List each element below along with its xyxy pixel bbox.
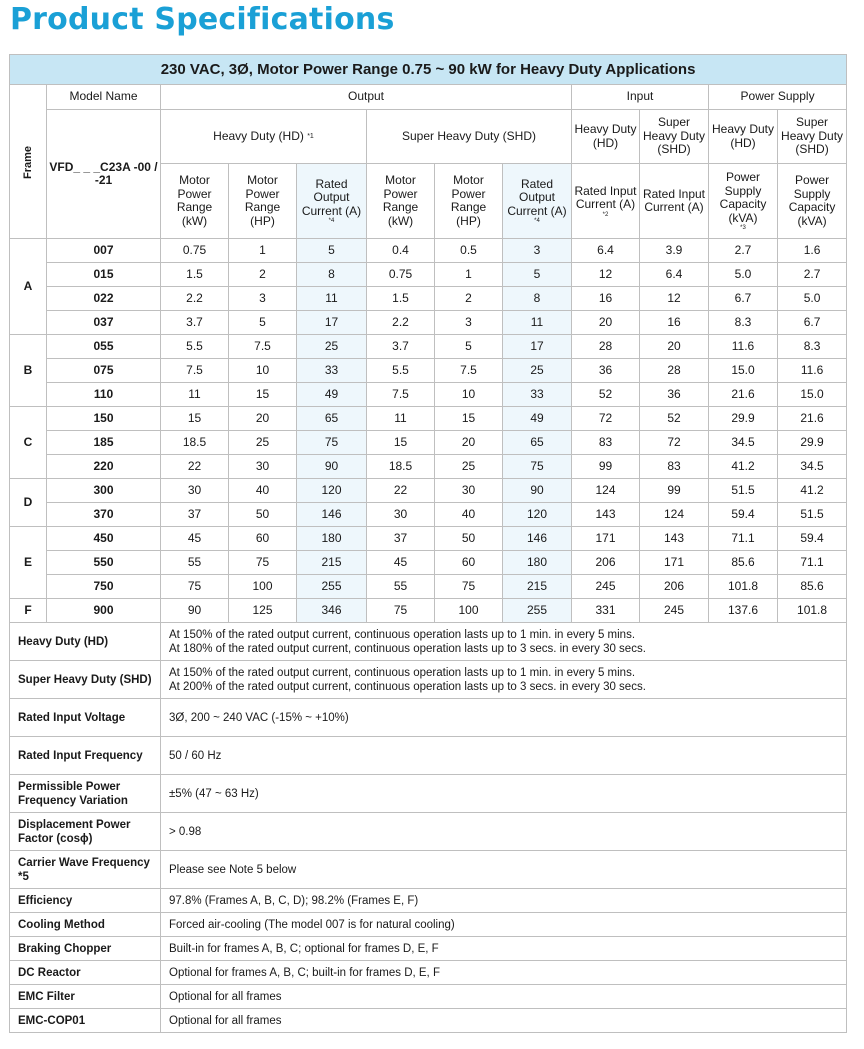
cell-in-shd: 3.9	[640, 239, 709, 263]
model-cell: 550	[47, 551, 161, 575]
cell-hd-kw: 90	[161, 599, 229, 623]
spec-row	[10, 775, 847, 813]
cell-in-hd: 20	[572, 311, 640, 335]
cell-shd-a: 180	[503, 551, 572, 575]
cell-hd-kw: 2.2	[161, 287, 229, 311]
cell-ps-hd: 59.4	[709, 503, 778, 527]
cell-hd-hp: 60	[229, 527, 297, 551]
cell-ps-shd: 51.5	[778, 503, 847, 527]
cell-shd-kw: 11	[367, 407, 435, 431]
cell-in-shd: 171	[640, 551, 709, 575]
table-row	[10, 431, 847, 455]
cell-ps-shd: 71.1	[778, 551, 847, 575]
spec-row	[10, 913, 847, 937]
cell-shd-hp: 50	[435, 527, 503, 551]
page-title: Product Specifications	[10, 2, 395, 37]
model-cell: 075	[47, 359, 161, 383]
cell-shd-a: 75	[503, 455, 572, 479]
cell-in-shd: 99	[640, 479, 709, 503]
cell-hd-kw: 5.5	[161, 335, 229, 359]
model-cell: 015	[47, 263, 161, 287]
cell-shd-hp: 75	[435, 575, 503, 599]
cell-shd-hp: 5	[435, 335, 503, 359]
cell-shd-hp: 15	[435, 407, 503, 431]
model-cell: 037	[47, 311, 161, 335]
cell-hd-kw: 18.5	[161, 431, 229, 455]
cell-ps-hd: 15.0	[709, 359, 778, 383]
cell-in-hd: 143	[572, 503, 640, 527]
model-cell: 750	[47, 575, 161, 599]
table-banner: 230 VAC, 3Ø, Motor Power Range 0.75 ~ 90 kW for Heavy Duty Applications	[10, 55, 847, 85]
cell-ps-hd: 6.7	[709, 287, 778, 311]
cell-hd-a: 255	[297, 575, 367, 599]
cell-shd-hp: 20	[435, 431, 503, 455]
spec-value-line: 50 / 60 Hz	[169, 749, 222, 762]
hd-footnote: *1	[307, 132, 314, 140]
cell-shd-hp: 2	[435, 287, 503, 311]
ps-hd-header: Heavy Duty (HD)	[709, 110, 778, 164]
cell-shd-hp: 0.5	[435, 239, 503, 263]
cell-shd-kw: 55	[367, 575, 435, 599]
cell-hd-hp: 3	[229, 287, 297, 311]
col-shd-rated-output: Rated Output Current (A) *4	[503, 164, 572, 239]
spec-value	[161, 623, 847, 661]
cell-in-hd: 331	[572, 599, 640, 623]
cell-ps-shd: 15.0	[778, 383, 847, 407]
cell-shd-hp: 30	[435, 479, 503, 503]
table-row	[10, 551, 847, 575]
cell-ps-hd: 2.7	[709, 239, 778, 263]
cell-hd-kw: 37	[161, 503, 229, 527]
cell-in-hd: 171	[572, 527, 640, 551]
note-2: *2	[602, 211, 609, 218]
table-row	[10, 383, 847, 407]
spec-label: Permissible Power Frequency Variation	[10, 775, 161, 813]
spec-row	[10, 985, 847, 1009]
cell-hd-hp: 25	[229, 431, 297, 455]
spec-label: Braking Chopper	[10, 937, 161, 961]
frame-cell: D	[10, 479, 47, 527]
col-ps-hd: Power Supply Capacity (kVA) *3	[709, 164, 778, 239]
cell-hd-a: 180	[297, 527, 367, 551]
spec-value-line: Please see Note 5 below	[169, 863, 297, 876]
cell-hd-kw: 1.5	[161, 263, 229, 287]
cell-shd-hp: 40	[435, 503, 503, 527]
cell-hd-hp: 10	[229, 359, 297, 383]
frame-cell: F	[10, 599, 47, 623]
cell-shd-kw: 3.7	[367, 335, 435, 359]
spec-row	[10, 889, 847, 913]
spec-value-line: Built-in for frames A, B, C; optional for frames D, E, F	[169, 942, 439, 955]
cell-in-shd: 20	[640, 335, 709, 359]
cell-hd-kw: 30	[161, 479, 229, 503]
cell-hd-a: 5	[297, 239, 367, 263]
spec-value	[161, 889, 847, 913]
cell-in-shd: 6.4	[640, 263, 709, 287]
cell-shd-hp: 7.5	[435, 359, 503, 383]
cell-shd-hp: 25	[435, 455, 503, 479]
cell-ps-shd: 29.9	[778, 431, 847, 455]
cell-shd-kw: 7.5	[367, 383, 435, 407]
cell-hd-a: 8	[297, 263, 367, 287]
cell-in-shd: 124	[640, 503, 709, 527]
cell-in-hd: 99	[572, 455, 640, 479]
cell-ps-hd: 101.8	[709, 575, 778, 599]
cell-ps-hd: 71.1	[709, 527, 778, 551]
cell-hd-kw: 22	[161, 455, 229, 479]
cell-shd-kw: 30	[367, 503, 435, 527]
cell-shd-kw: 15	[367, 431, 435, 455]
table-row	[10, 455, 847, 479]
cell-in-hd: 52	[572, 383, 640, 407]
col-ps-shd: Power Supply Capacity (kVA)	[778, 164, 847, 239]
frame-header: Frame	[10, 85, 47, 239]
table-row	[10, 407, 847, 431]
table-row	[10, 335, 847, 359]
cell-shd-a: 17	[503, 335, 572, 359]
col-shd-motor-kw: Motor Power Range (kW)	[367, 164, 435, 239]
cell-hd-a: 65	[297, 407, 367, 431]
col-hd-motor-kw: Motor Power Range (kW)	[161, 164, 229, 239]
spec-value-line: At 180% of the rated output current, continuous operation lasts up to 3 secs. in every 30 secs.	[169, 642, 646, 655]
input-shd-header: Super Heavy Duty (SHD)	[640, 110, 709, 164]
cell-shd-a: 49	[503, 407, 572, 431]
cell-shd-kw: 5.5	[367, 359, 435, 383]
cell-ps-hd: 41.2	[709, 455, 778, 479]
cell-hd-a: 17	[297, 311, 367, 335]
cell-hd-hp: 40	[229, 479, 297, 503]
spec-label: Efficiency	[10, 889, 161, 913]
power-supply-header: Power Supply	[709, 85, 847, 110]
cell-ps-hd: 85.6	[709, 551, 778, 575]
spec-row	[10, 851, 847, 889]
spec-value	[161, 699, 847, 737]
model-cell: 900	[47, 599, 161, 623]
cell-shd-hp: 1	[435, 263, 503, 287]
spec-value	[161, 775, 847, 813]
cell-in-hd: 36	[572, 359, 640, 383]
cell-shd-a: 120	[503, 503, 572, 527]
frame-cell: C	[10, 407, 47, 479]
output-header: Output	[161, 85, 572, 110]
cell-shd-kw: 18.5	[367, 455, 435, 479]
spec-value-line: At 200% of the rated output current, continuous operation lasts up to 3 secs. in every 30 secs.	[169, 680, 646, 693]
model-cell: 150	[47, 407, 161, 431]
cell-in-shd: 83	[640, 455, 709, 479]
table-row	[10, 527, 847, 551]
table-row	[10, 287, 847, 311]
cell-ps-shd: 21.6	[778, 407, 847, 431]
cell-shd-hp: 10	[435, 383, 503, 407]
cell-hd-kw: 11	[161, 383, 229, 407]
cell-in-hd: 6.4	[572, 239, 640, 263]
spec-label: EMC Filter	[10, 985, 161, 1009]
spec-label: Super Heavy Duty (SHD)	[10, 661, 161, 699]
col-input-hd: Rated Input Current (A) *2	[572, 164, 640, 239]
cell-shd-kw: 45	[367, 551, 435, 575]
cell-shd-a: 8	[503, 287, 572, 311]
spec-value	[161, 1009, 847, 1033]
cell-ps-hd: 11.6	[709, 335, 778, 359]
note-4: *4	[328, 218, 335, 225]
cell-in-hd: 83	[572, 431, 640, 455]
cell-ps-hd: 21.6	[709, 383, 778, 407]
model-cell: 007	[47, 239, 161, 263]
spec-label: EMC-COP01	[10, 1009, 161, 1033]
cell-in-shd: 16	[640, 311, 709, 335]
cell-hd-hp: 30	[229, 455, 297, 479]
cell-shd-hp: 3	[435, 311, 503, 335]
cell-shd-hp: 100	[435, 599, 503, 623]
input-hd-header: Heavy Duty (HD)	[572, 110, 640, 164]
spec-value	[161, 985, 847, 1009]
cell-shd-kw: 1.5	[367, 287, 435, 311]
spec-table	[9, 54, 847, 1033]
spec-value-line: > 0.98	[169, 825, 202, 838]
cell-ps-shd: 101.8	[778, 599, 847, 623]
cell-in-shd: 143	[640, 527, 709, 551]
table-row	[10, 503, 847, 527]
spec-label: Displacement Power Factor (cosϕ)	[10, 813, 161, 851]
frame-cell: E	[10, 527, 47, 599]
cell-hd-kw: 45	[161, 527, 229, 551]
cell-shd-a: 255	[503, 599, 572, 623]
spec-row	[10, 623, 847, 661]
cell-shd-a: 146	[503, 527, 572, 551]
col-hd-motor-hp: Motor Power Range (HP)	[229, 164, 297, 239]
cell-hd-hp: 125	[229, 599, 297, 623]
cell-hd-kw: 75	[161, 575, 229, 599]
spec-value	[161, 913, 847, 937]
spec-value-line: 3Ø, 200 ~ 240 VAC (-15% ~ +10%)	[169, 711, 349, 724]
cell-shd-a: 90	[503, 479, 572, 503]
spec-value	[161, 961, 847, 985]
cell-hd-a: 25	[297, 335, 367, 359]
spec-value-line: Optional for all frames	[169, 1014, 282, 1027]
ps-shd-header: Super Heavy Duty (SHD)	[778, 110, 847, 164]
cell-hd-a: 75	[297, 431, 367, 455]
cell-ps-hd: 51.5	[709, 479, 778, 503]
cell-hd-hp: 15	[229, 383, 297, 407]
spec-row	[10, 813, 847, 851]
spec-label: Rated Input Frequency	[10, 737, 161, 775]
spec-value-line: At 150% of the rated output current, continuous operation lasts up to 1 min. in every 5 mins.	[169, 628, 636, 641]
spec-value-line: At 150% of the rated output current, continuous operation lasts up to 1 min. in every 5 mins.	[169, 666, 636, 679]
cell-in-shd: 72	[640, 431, 709, 455]
cell-hd-a: 11	[297, 287, 367, 311]
table-row	[10, 479, 847, 503]
cell-shd-a: 215	[503, 575, 572, 599]
cell-hd-a: 90	[297, 455, 367, 479]
input-header: Input	[572, 85, 709, 110]
cell-hd-a: 49	[297, 383, 367, 407]
spec-row	[10, 961, 847, 985]
cell-hd-hp: 7.5	[229, 335, 297, 359]
cell-ps-shd: 2.7	[778, 263, 847, 287]
note-4: *4	[534, 218, 540, 225]
cell-shd-kw: 0.75	[367, 263, 435, 287]
spec-row	[10, 699, 847, 737]
cell-hd-a: 346	[297, 599, 367, 623]
spec-value-line: 97.8% (Frames A, B, C, D); 98.2% (Frames E, F)	[169, 894, 419, 907]
cell-in-hd: 245	[572, 575, 640, 599]
cell-ps-shd: 41.2	[778, 479, 847, 503]
spec-value-line: Optional for frames A, B, C; built-in for frames D, E, F	[169, 966, 440, 979]
cell-hd-hp: 50	[229, 503, 297, 527]
cell-in-hd: 12	[572, 263, 640, 287]
cell-hd-hp: 2	[229, 263, 297, 287]
cell-hd-hp: 20	[229, 407, 297, 431]
frame-cell: A	[10, 239, 47, 335]
cell-ps-shd: 5.0	[778, 287, 847, 311]
cell-ps-hd: 8.3	[709, 311, 778, 335]
hd-group-label: Heavy Duty (HD)	[213, 128, 304, 143]
spec-label: Cooling Method	[10, 913, 161, 937]
col-shd-motor-hp: Motor Power Range (HP)	[435, 164, 503, 239]
cell-ps-shd: 11.6	[778, 359, 847, 383]
cell-shd-a: 33	[503, 383, 572, 407]
hd-group-header	[161, 110, 367, 164]
spec-value-line: Optional for all frames	[169, 990, 282, 1003]
spec-value	[161, 851, 847, 889]
cell-hd-a: 120	[297, 479, 367, 503]
spec-label: DC Reactor	[10, 961, 161, 985]
table-row	[10, 311, 847, 335]
model-cell: 300	[47, 479, 161, 503]
model-cell: 185	[47, 431, 161, 455]
model-cell: 022	[47, 287, 161, 311]
spec-row	[10, 737, 847, 775]
cell-ps-hd: 29.9	[709, 407, 778, 431]
cell-hd-hp: 100	[229, 575, 297, 599]
model-cell: 055	[47, 335, 161, 359]
spec-label: Heavy Duty (HD)	[10, 623, 161, 661]
cell-in-hd: 124	[572, 479, 640, 503]
spec-value	[161, 661, 847, 699]
cell-in-hd: 72	[572, 407, 640, 431]
table-row	[10, 263, 847, 287]
spec-value-line: Forced air-cooling (The model 007 is for natural cooling)	[169, 918, 455, 931]
table-row	[10, 239, 847, 263]
cell-in-shd: 12	[640, 287, 709, 311]
spec-value-line: ±5% (47 ~ 63 Hz)	[169, 787, 259, 800]
cell-ps-shd: 6.7	[778, 311, 847, 335]
cell-shd-kw: 37	[367, 527, 435, 551]
spec-row	[10, 1009, 847, 1033]
model-code-header: VFD_ _ _C23A -00 / -21	[47, 110, 161, 239]
model-cell: 370	[47, 503, 161, 527]
cell-ps-hd: 137.6	[709, 599, 778, 623]
cell-ps-hd: 34.5	[709, 431, 778, 455]
spec-value	[161, 813, 847, 851]
spec-label: Carrier Wave Frequency *5	[10, 851, 161, 889]
model-cell: 220	[47, 455, 161, 479]
model-name-header: Model Name	[47, 85, 161, 110]
cell-in-shd: 245	[640, 599, 709, 623]
cell-ps-shd: 34.5	[778, 455, 847, 479]
cell-hd-kw: 55	[161, 551, 229, 575]
spec-row	[10, 661, 847, 699]
cell-hd-a: 33	[297, 359, 367, 383]
spec-value	[161, 737, 847, 775]
cell-shd-kw: 2.2	[367, 311, 435, 335]
cell-in-hd: 28	[572, 335, 640, 359]
col-hd-rated-output: Rated Output Current (A) *4	[297, 164, 367, 239]
model-cell: 110	[47, 383, 161, 407]
cell-in-hd: 16	[572, 287, 640, 311]
cell-shd-kw: 22	[367, 479, 435, 503]
cell-in-shd: 206	[640, 575, 709, 599]
table-row	[10, 599, 847, 623]
cell-shd-a: 65	[503, 431, 572, 455]
cell-ps-hd: 5.0	[709, 263, 778, 287]
cell-in-shd: 36	[640, 383, 709, 407]
cell-hd-hp: 1	[229, 239, 297, 263]
cell-shd-kw: 0.4	[367, 239, 435, 263]
cell-shd-a: 11	[503, 311, 572, 335]
cell-ps-shd: 8.3	[778, 335, 847, 359]
note-3: *3	[740, 225, 746, 231]
cell-in-shd: 28	[640, 359, 709, 383]
cell-in-shd: 52	[640, 407, 709, 431]
cell-shd-a: 25	[503, 359, 572, 383]
cell-hd-kw: 0.75	[161, 239, 229, 263]
cell-hd-kw: 7.5	[161, 359, 229, 383]
cell-hd-a: 215	[297, 551, 367, 575]
table-row	[10, 575, 847, 599]
cell-hd-a: 146	[297, 503, 367, 527]
cell-hd-kw: 3.7	[161, 311, 229, 335]
spec-row	[10, 937, 847, 961]
cell-in-hd: 206	[572, 551, 640, 575]
spec-label: Rated Input Voltage	[10, 699, 161, 737]
cell-hd-kw: 15	[161, 407, 229, 431]
spec-value	[161, 937, 847, 961]
cell-ps-shd: 59.4	[778, 527, 847, 551]
cell-hd-hp: 5	[229, 311, 297, 335]
cell-ps-shd: 1.6	[778, 239, 847, 263]
shd-group-header: Super Heavy Duty (SHD)	[367, 110, 572, 164]
col-input-shd: Rated Input Current (A)	[640, 164, 709, 239]
cell-ps-shd: 85.6	[778, 575, 847, 599]
cell-hd-hp: 75	[229, 551, 297, 575]
cell-shd-a: 3	[503, 239, 572, 263]
cell-shd-a: 5	[503, 263, 572, 287]
model-cell: 450	[47, 527, 161, 551]
cell-shd-hp: 60	[435, 551, 503, 575]
frame-cell: B	[10, 335, 47, 407]
cell-shd-kw: 75	[367, 599, 435, 623]
table-row	[10, 359, 847, 383]
